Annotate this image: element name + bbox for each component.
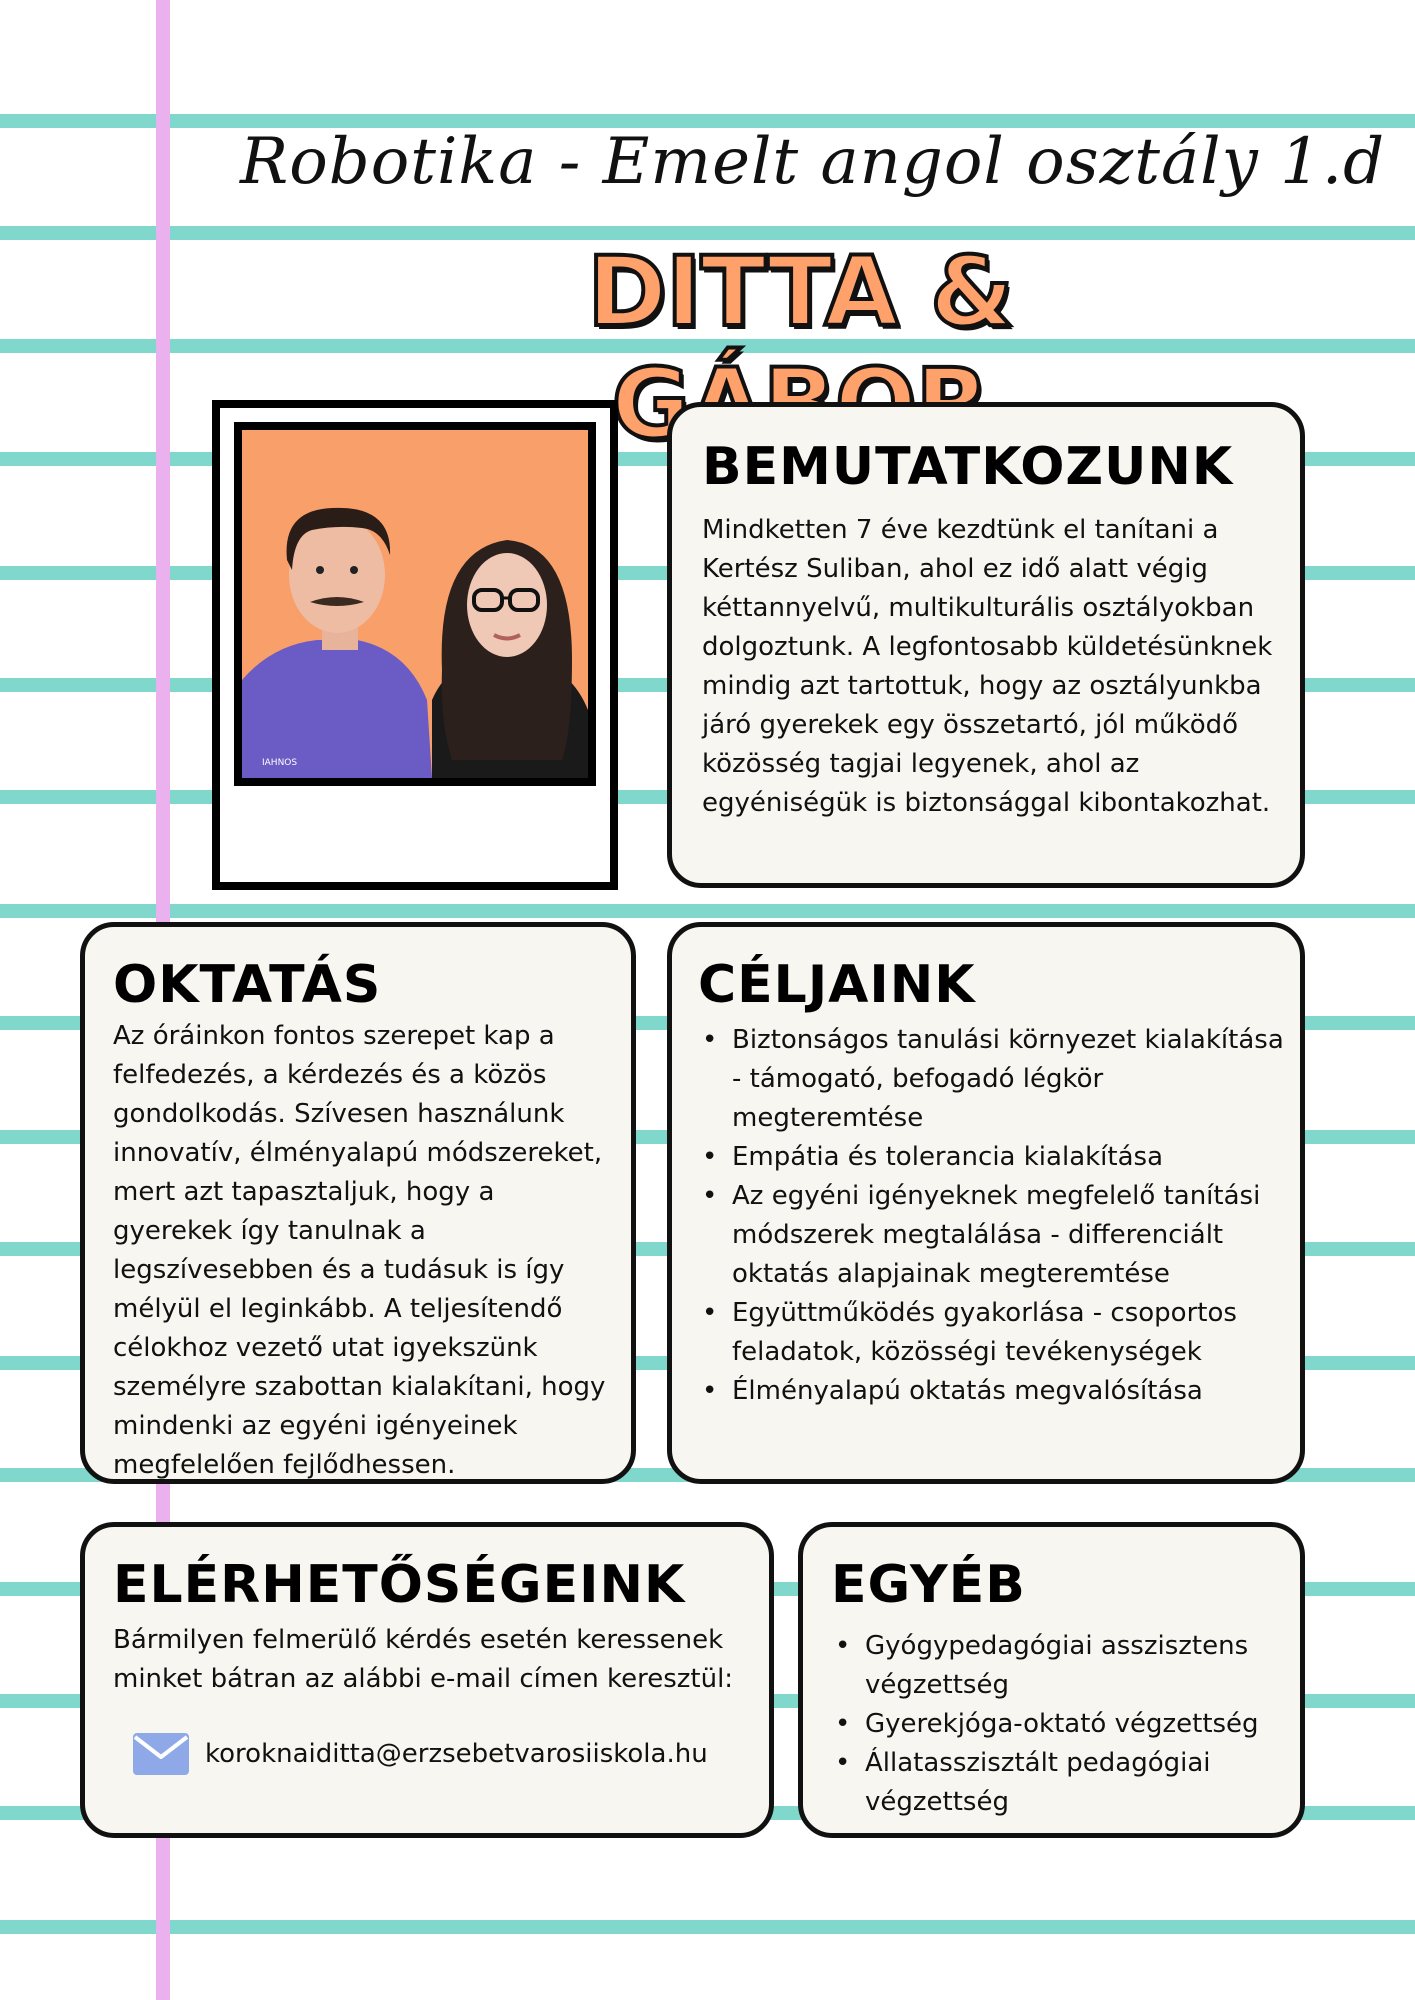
goals-heading: CÉLJAINK	[698, 955, 976, 1015]
list-item: • Élményalapú oktatás megvalósítása	[702, 1376, 1203, 1406]
contact-card	[80, 1522, 774, 1838]
teachers-photo	[234, 422, 596, 786]
other-card	[798, 1522, 1305, 1838]
list-item: • Gyógypedagógiai asszisztens végzettség	[835, 1631, 1249, 1700]
list-item: • Biztonságos tanulási környezet kialakítása - támogató, befogadó légkör megteremtése	[702, 1025, 1284, 1133]
shirt-print: IAHNOS	[262, 758, 298, 768]
page-title: DITTA &	[587, 236, 1013, 348]
education-card	[80, 922, 636, 1484]
email-row[interactable]	[113, 1731, 749, 1777]
list-item: • Együttműködés gyakorlása - csoportos feladatok, közösségi tevékenységek	[702, 1298, 1237, 1367]
list-item: • Az egyéni igényeknek megfelelő tanítási módszerek megtalálása - differenciált oktatás alapjainak megteremtése	[702, 1181, 1261, 1289]
goals-card	[667, 922, 1305, 1484]
goals-list	[702, 1021, 1284, 1411]
contact-text: Bármilyen felmerülő kérdés esetén keressenek minket bátran az alábbi e-mail címen keresztül:	[113, 1625, 734, 1694]
list-item: • Empátia és tolerancia kialakítása	[702, 1142, 1164, 1172]
intro-card	[667, 402, 1305, 888]
education-heading: OKTATÁS	[113, 955, 382, 1015]
intro-heading: BEMUTATKOZUNK	[702, 437, 1234, 497]
intro-text: Mindketten 7 éve kezdtünk el tanítani a Kertész Suliban, ahol ez idő alatt végig kéttannyelvű, multikulturális osztályokban dolgoztunk. A legfontosabb küldetésünknek mindig azt tartottuk, hogy az osztályunkba járó gyerekek egy összetartó, jól működő közösség tagjai legyenek, ahol az egyéniségük is biztonsággal kibontakozhat.	[702, 515, 1273, 818]
mail-icon	[131, 1731, 191, 1777]
contact-heading: ELÉRHETŐSÉGEINK	[113, 1555, 686, 1615]
page-subtitle: Robotika - Emelt angol osztály 1.d	[240, 125, 1386, 199]
ruled-line	[0, 904, 1415, 918]
education-text: Az óráinkon fontos szerepet kap a felfedezés, a kérdezés és a közös gondolkodás. Szívesen használunk innovatív, élményalapú módszereket, mert azt tapasztaljuk, hogy a gyerekek így tanulnak a legszívesebben és a tudásuk is így mélyül el leginkább. A teljesítendő célokhoz vezető utat igyekszünk személyre szabottan kialakítani, hogy mindenki az egyéni igényeinek megfelelően fejlődhessen.	[113, 1021, 606, 1480]
email-link[interactable]: koroknaiditta@erzsebetvarosiiskola.hu	[205, 1738, 708, 1769]
polaroid-photo	[212, 400, 618, 890]
teachers-illustration	[242, 430, 588, 778]
ruled-line	[0, 1920, 1415, 1934]
list-item: • Állatasszisztált pedagógiai végzettség	[835, 1748, 1211, 1817]
other-list	[835, 1627, 1284, 1822]
other-heading: EGYÉB	[831, 1555, 1026, 1615]
list-item: • Gyerekjóga-oktató végzettség	[835, 1709, 1259, 1739]
